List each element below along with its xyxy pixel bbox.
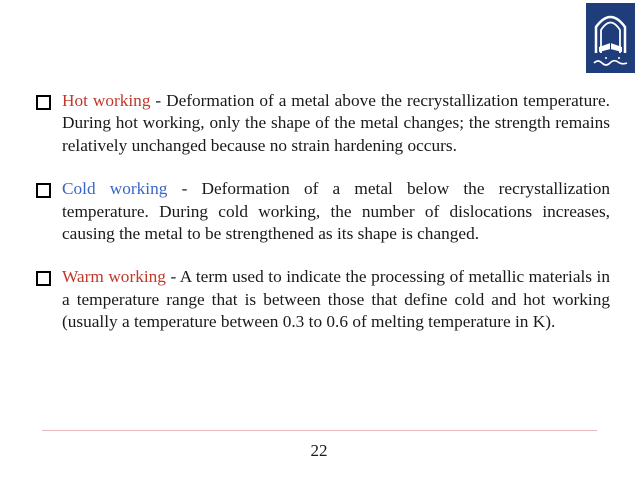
checkbox-bullet-icon <box>36 271 51 286</box>
term-warm-working: Warm working <box>62 267 166 287</box>
definition-warm-working: - A term used to indicate the processing of metallic materials in a temperature range that is between those that define cold and hot working (usually a temperature between 0.3 to 0.6 of melting temperature in K). <box>62 267 610 332</box>
definition-hot-working: - Deformation of a metal above the recrystallization temperature. During hot working, only the shape of the metal changes; the strength remains relatively unchanged because no strain hardening occurs. <box>62 91 610 155</box>
term-hot-working: Hot working <box>62 91 151 110</box>
checkbox-bullet-icon <box>36 183 51 198</box>
checkbox-bullet-icon <box>36 95 51 110</box>
term-cold-working: Cold working <box>62 179 168 199</box>
bullet-hot-working <box>36 90 610 157</box>
bullet-warm-working <box>36 266 610 333</box>
university-logo <box>586 3 635 73</box>
bullet-cold-working <box>36 178 610 245</box>
footer-divider <box>42 430 597 431</box>
university-emblem-icon <box>586 3 635 73</box>
page-number: 22 <box>310 441 328 460</box>
definition-cold-working: - Deformation of a metal below the recrystallization temperature. During cold working, the number of dislocations increases, causing the metal to be strengthened as its shape is changed. <box>62 179 610 244</box>
bullet-list <box>36 90 610 355</box>
